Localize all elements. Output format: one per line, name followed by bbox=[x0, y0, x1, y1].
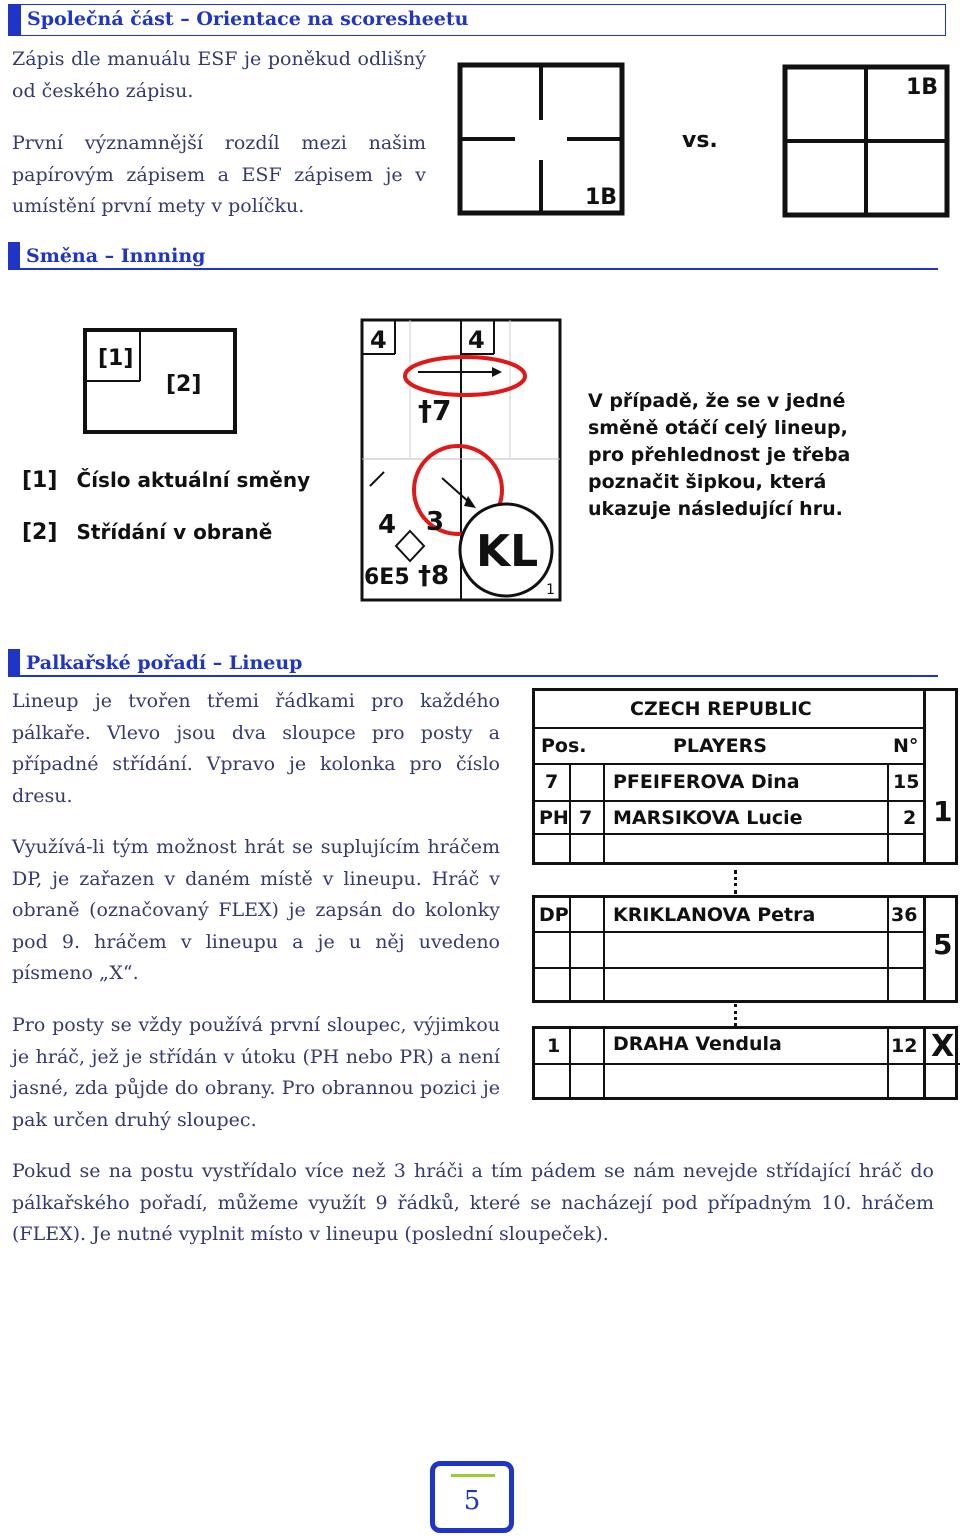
cell-small-number: 1 bbox=[546, 582, 555, 598]
team-name: CZECH REPUBLIC bbox=[630, 698, 812, 720]
flex-marker: X bbox=[931, 1029, 955, 1064]
row-player: KRIKLANOVA Petra bbox=[613, 904, 816, 926]
row-number: 12 bbox=[891, 1035, 918, 1057]
section-heading-lineup bbox=[8, 649, 938, 679]
legend-key: [1] bbox=[22, 468, 58, 493]
section-title: Palkařské pořadí – Lineup bbox=[26, 652, 303, 674]
intro-paragraph-1: Zápis dle manuálu ESF je poněkud odlišný od českého zápisu. bbox=[12, 48, 426, 102]
legend-item bbox=[22, 468, 310, 493]
lineup-block-2 bbox=[532, 895, 958, 1003]
lineup-paragraph-4: Pokud se na postu vystřídalo více než 3 hráči a tím pádem se nám nevejde střídající hráč do pálkařského pořadí, můžeme využít 9 řádků, které se nacházejí pod případným 10. hráčem (FLEX). Je nutné vyplnit místo v lineupu (poslední sloupeček). bbox=[12, 1160, 934, 1245]
row-pos: 1 bbox=[547, 1035, 561, 1057]
row-pos: PH bbox=[539, 807, 569, 829]
section-title: Směna – Innning bbox=[26, 245, 206, 267]
row-player: MARSIKOVA Lucie bbox=[613, 807, 803, 829]
strikeout-kl: KL bbox=[476, 526, 539, 577]
inning-box-diagram bbox=[80, 325, 240, 435]
page-number-box bbox=[430, 1461, 514, 1533]
base-diagram-esf bbox=[455, 60, 627, 218]
section-heading-inning bbox=[8, 242, 938, 272]
header-players: PLAYERS bbox=[673, 735, 767, 757]
section-title: Společná část – Orientace na scoresheetu bbox=[27, 8, 469, 30]
intro-paragraph-2: První významnější rozdíl mezi našim papírovým zápisem a ESF zápisem je v umístění první mety v políčku. bbox=[12, 132, 426, 217]
cell-bottom-code: 6E5 bbox=[364, 565, 410, 590]
row-pos2: 7 bbox=[579, 807, 593, 829]
defense-change-label: [2] bbox=[166, 372, 202, 397]
inning-scoresheet-diagram bbox=[360, 318, 564, 604]
page-number: 5 bbox=[463, 1486, 481, 1516]
cell-top-left: 4 bbox=[370, 326, 387, 354]
legend-text: Číslo aktuální směny bbox=[76, 468, 311, 492]
cell-bottom-left: 4 bbox=[378, 510, 397, 540]
ellipsis-dots bbox=[734, 870, 740, 894]
first-base-label: 1B bbox=[906, 75, 939, 100]
lineup-paragraph-2: Využívá-li tým možnost hrát se suplujícím hráčem DP, je zařazen v daném místě v lineupu. Hráč v obraně (označovaný FLEX) je zapsán do kolonky pod 9. hráčem v lineupu a je u něj uvedeno písmeno „X“. bbox=[12, 836, 500, 984]
inning-note: V případě, že se v jedné směně otáčí celý lineup, pro přehlednost je třeba poznačit šipkou, která ukazuje následující hru. bbox=[588, 390, 851, 520]
cell-bottom-mid: 3 bbox=[426, 507, 445, 537]
cell-bottom-code2: †8 bbox=[418, 561, 450, 591]
row-number: 2 bbox=[903, 807, 917, 829]
lineup-paragraph-1: Lineup je tvořen třemi řádkami pro každého pálkaře. Vlevo jsou dva sloupce pro posty a případné střídání. Vpravo je kolonka pro číslo dresu. bbox=[12, 690, 500, 807]
lineup-paragraph-3: Pro posty se vždy používá první sloupec, výjimkou je hráč, jež je střídán v útoku (PH nebo PR) a není jasné, zda půjde do obrany. Pro obrannou pozici je pak určen druhý sloupec. bbox=[12, 1014, 500, 1131]
batting-order-number: 5 bbox=[933, 928, 953, 961]
vs-label: vs. bbox=[682, 128, 718, 153]
row-pos: 7 bbox=[545, 771, 559, 793]
header-number: N° bbox=[893, 735, 919, 757]
inning-number-label: [1] bbox=[98, 346, 134, 371]
row-player: PFEIFEROVA Dina bbox=[613, 771, 800, 793]
section-heading-scoresheet bbox=[8, 4, 946, 36]
base-diagram-czech bbox=[780, 62, 952, 220]
lineup-block-1 bbox=[532, 688, 958, 865]
first-base-label: 1B bbox=[585, 185, 618, 210]
legend-key: [2] bbox=[22, 520, 58, 545]
row-pos: DP bbox=[539, 904, 569, 926]
row-player: DRAHA Vendula bbox=[613, 1033, 782, 1055]
lineup-block-3 bbox=[532, 1026, 958, 1100]
cell-mid-play: †7 bbox=[418, 394, 452, 427]
legend-item bbox=[22, 520, 272, 545]
header-pos: Pos. bbox=[541, 735, 587, 757]
batting-order-number: 1 bbox=[933, 795, 953, 828]
legend-text: Střídání v obraně bbox=[76, 520, 273, 544]
row-number: 15 bbox=[893, 771, 920, 793]
row-number: 36 bbox=[891, 904, 918, 926]
ellipsis-dots bbox=[734, 1004, 740, 1026]
cell-top-right: 4 bbox=[468, 326, 485, 354]
lineup-table bbox=[532, 688, 958, 1100]
